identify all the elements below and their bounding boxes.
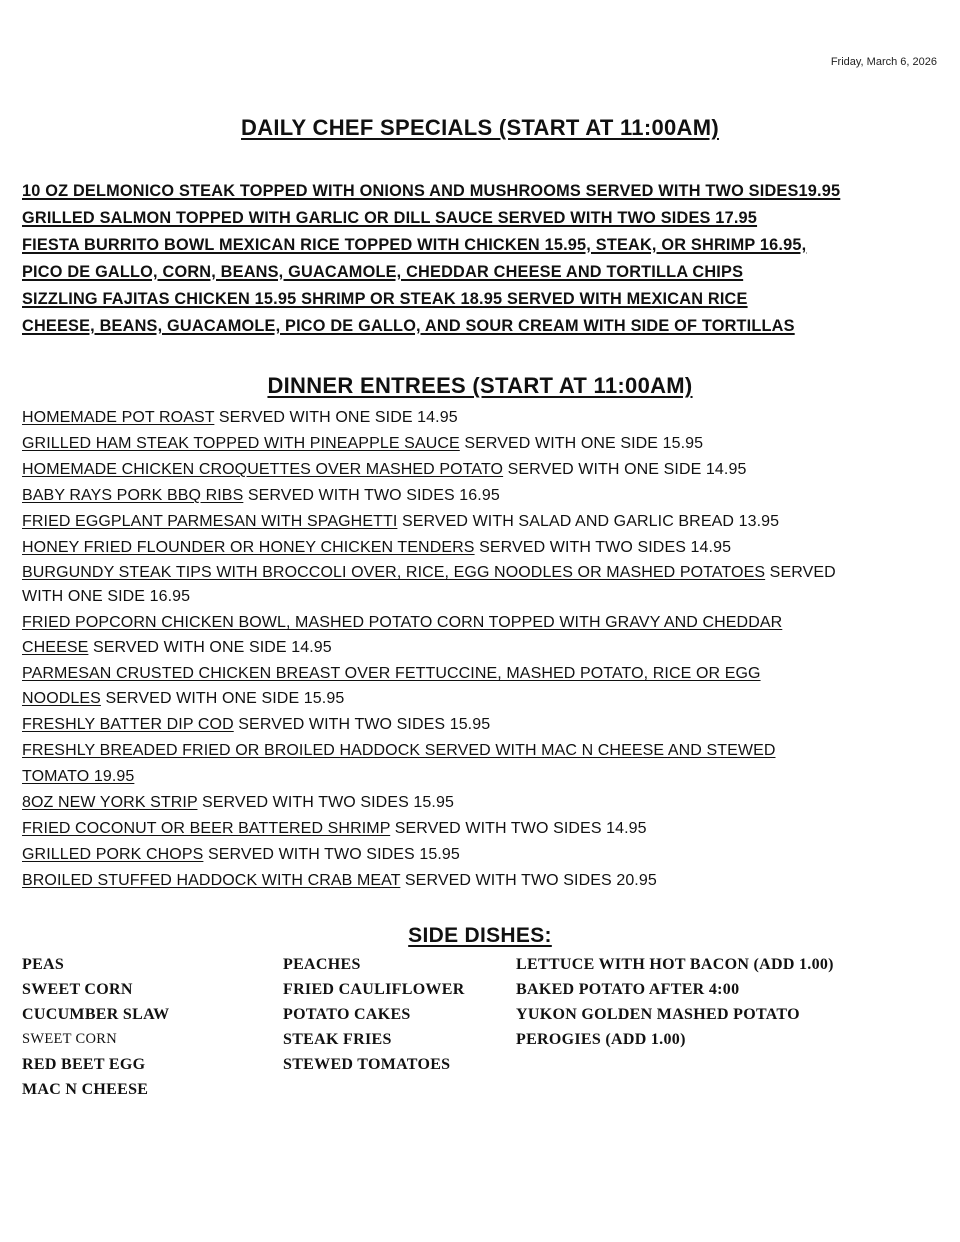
entree-name: FRIED EGGPLANT PARMESAN WITH SPAGHETTI (22, 513, 398, 530)
entree-item (22, 509, 952, 535)
entree-detail: SERVED WITH ONE SIDE 14.95 (503, 461, 747, 478)
entree-detail: SERVED WITH TWO SIDES 14.95 (474, 539, 732, 556)
special-item: GRILLED SALMON TOPPED WITH GARLIC OR DILL SAUCE SERVED WITH TWO SIDES 17.95 (22, 209, 758, 227)
entree-name: HOMEMADE POT ROAST (22, 409, 215, 426)
entree-item (22, 560, 952, 586)
side-item: FRIED CAULIFLOWER (283, 981, 465, 998)
entrees-heading: DINNER ENTREES (START AT 11:00AM) (267, 373, 693, 398)
sides-heading: SIDE DISHES: (408, 924, 552, 947)
specials-heading: DAILY CHEF SPECIALS (START AT 11:00AM) (241, 115, 719, 140)
special-item: 10 OZ DELMONICO STEAK TOPPED WITH ONIONS AND MUSHROOMS SERVED WITH TWO SIDES19.95 (22, 182, 841, 200)
entree-item (22, 405, 952, 431)
entree-name: 8OZ NEW YORK STRIP (22, 794, 198, 811)
entree-item (22, 610, 952, 636)
entree-item (22, 686, 952, 712)
entree-name: FRESHLY BREADED FRIED OR BROILED HADDOCK SERVED WITH MAC N CHEESE AND STEWED (22, 742, 776, 759)
side-item: YUKON GOLDEN MASHED POTATO (516, 1006, 800, 1023)
entree-detail: SERVED (765, 564, 836, 581)
entree-detail: SERVED WITH TWO SIDES 15.95 (197, 794, 454, 811)
entree-item (22, 457, 952, 483)
entree-name: GRILLED HAM STEAK TOPPED WITH PINEAPPLE SAUCE (22, 435, 460, 452)
entree-item (22, 431, 952, 457)
side-item: MAC N CHEESE (22, 1081, 149, 1098)
entree-item (22, 483, 952, 509)
entree-detail: SERVED WITH SALAD AND GARLIC BREAD 13.95 (397, 513, 780, 530)
entree-item (22, 584, 952, 610)
entree-name: HONEY FRIED FLOUNDER OR HONEY CHICKEN TENDERS (22, 539, 475, 556)
entree-detail: WITH ONE SIDE 16.95 (22, 588, 191, 605)
side-item: RED BEET EGG (22, 1056, 146, 1073)
entree-item (22, 712, 952, 738)
entree-detail: SERVED WITH TWO SIDES 15.95 (233, 716, 491, 733)
entree-name: NOODLES (22, 690, 101, 707)
entree-name: BABY RAYS PORK BBQ RIBS (22, 487, 244, 504)
entree-name: FRIED POPCORN CHICKEN BOWL, MASHED POTATO CORN TOPPED WITH GRAVY AND CHEDDAR (22, 614, 783, 631)
entree-detail: SERVED WITH TWO SIDES 15.95 (203, 846, 460, 863)
entree-detail: SERVED WITH TWO SIDES 16.95 (243, 487, 500, 504)
side-item: BAKED POTATO AFTER 4:00 (516, 981, 740, 998)
entree-detail: SERVED WITH ONE SIDE 14.95 (88, 639, 332, 656)
special-item: CHEESE, BEANS, GUACAMOLE, PICO DE GALLO, AND SOUR CREAM WITH SIDE OF TORTILLAS (22, 317, 795, 335)
side-item: LETTUCE WITH HOT BACON (ADD 1.00) (516, 956, 834, 973)
entree-item (22, 635, 952, 661)
entree-name: TOMATO 19.95 (22, 768, 135, 785)
entree-item (22, 661, 952, 687)
side-item: PEACHES (283, 956, 361, 973)
entree-item (22, 535, 952, 561)
special-item: SIZZLING FAJITAS CHICKEN 15.95 SHRIMP OR STEAK 18.95 SERVED WITH MEXICAN RICE (22, 290, 748, 308)
entree-detail: SERVED WITH ONE SIDE 15.95 (100, 690, 345, 707)
entree-name: BURGUNDY STEAK TIPS WITH BROCCOLI OVER, RICE, EGG NOODLES OR MASHED POTATOES (22, 564, 766, 581)
entree-item (22, 816, 952, 842)
entree-item (22, 842, 952, 868)
side-item: SWEET CORN (22, 981, 133, 998)
entree-item (22, 764, 952, 790)
entree-detail: SERVED WITH TWO SIDES 20.95 (400, 872, 657, 889)
entree-name: PARMESAN CRUSTED CHICKEN BREAST OVER FETTUCCINE, MASHED POTATO, RICE OR EGG (22, 665, 761, 682)
entree-name: FRIED COCONUT OR BEER BATTERED SHRIMP (22, 820, 391, 837)
entree-item (22, 790, 952, 816)
entree-name: CHEESE (22, 639, 89, 656)
entree-detail: SERVED WITH ONE SIDE 15.95 (459, 435, 704, 452)
entree-detail: SERVED WITH ONE SIDE 14.95 (214, 409, 458, 426)
entree-name: BROILED STUFFED HADDOCK WITH CRAB MEAT (22, 872, 401, 889)
entree-name: HOMEMADE CHICKEN CROQUETTES OVER MASHED POTATO (22, 461, 504, 478)
entree-name: GRILLED PORK CHOPS (22, 846, 204, 863)
side-item: CUCUMBER SLAW (22, 1006, 170, 1023)
entree-name: FRESHLY BATTER DIP COD (22, 716, 234, 733)
special-item: FIESTA BURRITO BOWL MEXICAN RICE TOPPED WITH CHICKEN 15.95, STEAK, OR SHRIMP 16.95, (22, 236, 807, 254)
side-item: PEROGIES (ADD 1.00) (516, 1031, 686, 1048)
side-item: SWEET CORN (22, 1031, 117, 1047)
print-date: Friday, March 6, 2026 (830, 56, 937, 68)
special-item: PICO DE GALLO, CORN, BEANS, GUACAMOLE, CHEDDAR CHEESE AND TORTILLA CHIPS (22, 263, 744, 281)
side-item: STEAK FRIES (283, 1031, 392, 1048)
entree-item (22, 738, 952, 764)
side-item: STEWED TOMATOES (283, 1056, 451, 1073)
entree-detail: SERVED WITH TWO SIDES 14.95 (390, 820, 647, 837)
entree-item (22, 868, 952, 894)
side-item: PEAS (22, 956, 65, 973)
side-item: POTATO CAKES (283, 1006, 411, 1023)
